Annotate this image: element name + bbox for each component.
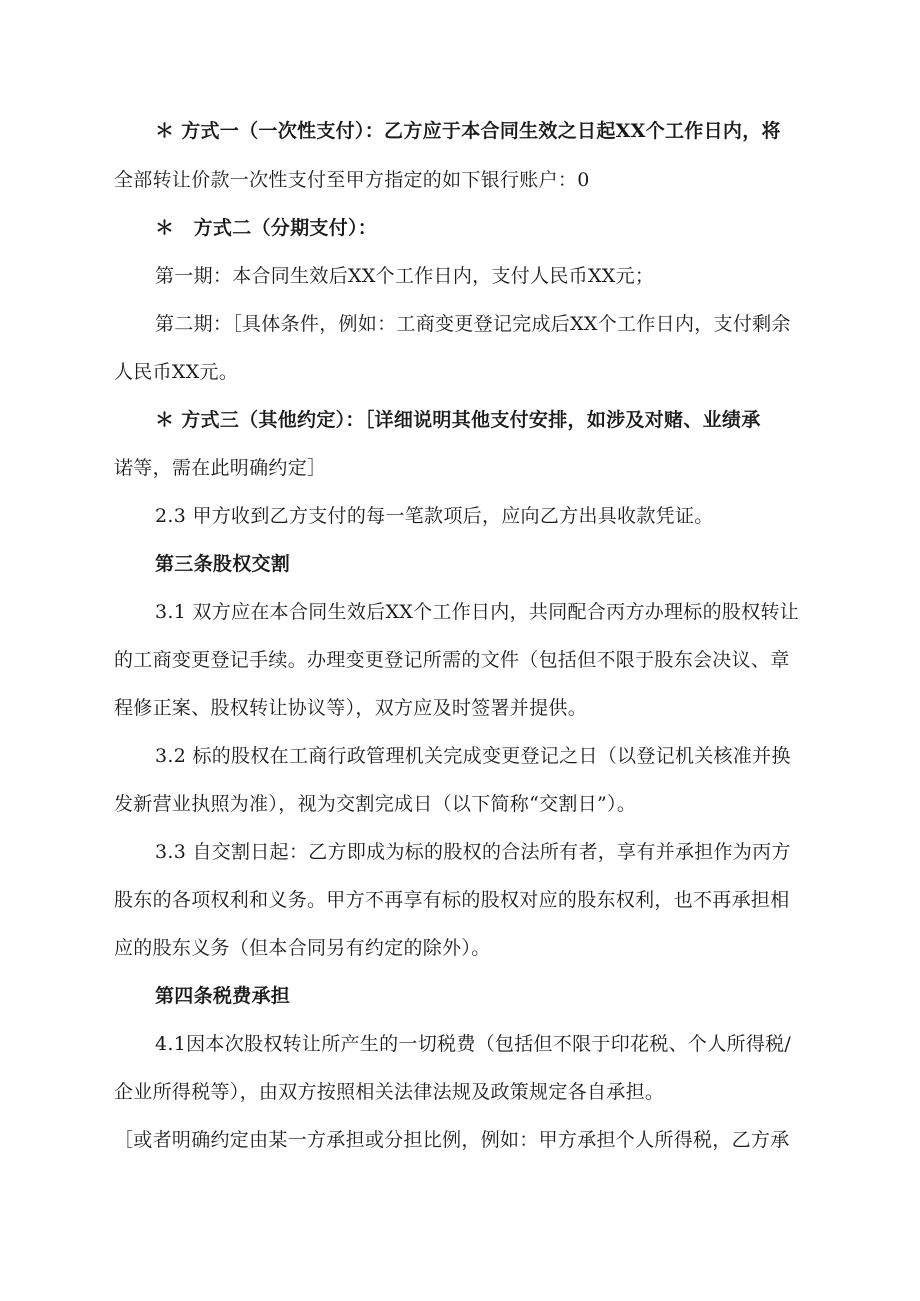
clause-3-1-line-2: 的工商变更登记手续。办理变更登记所需的文件（包括但不限于股东会决议、章 [114, 649, 790, 671]
clause-2-3: 2.3 甲方收到乙方支付的每一笔款项后，应向乙方出具收款凭证。 [155, 505, 714, 527]
method-one-line-2: 全部转让价款一次性支付至甲方指定的如下银行账户：0 [114, 169, 590, 191]
clause-3-1-line-1: 3.1 双方应在本合同生效后XX个工作日内，共同配合丙方办理标的股权转让 [155, 601, 800, 623]
method-three-line-1: ＊ 方式三（其他约定）：［详细说明其他支付安排，如涉及对赌、业绩承 [155, 409, 761, 431]
clause-3-2-line-2: 发新营业执照为准），视为交割完成日（以下简称“交割日”）。 [114, 793, 637, 815]
clause-3-3-line-1: 3.3 自交割日起：乙方即成为标的股权的合法所有者，享有并承担作为丙方 [155, 841, 791, 863]
clause-3-2-line-1: 3.2 标的股权在工商行政管理机关完成变更登记之日（以登记机关核准并换 [155, 745, 791, 767]
clause-3-3-line-2: 股东的各项权利和义务。甲方不再享有标的股权对应的股东权利，也不再承担相 [114, 889, 790, 911]
method-two-heading: ＊ 方式二（分期支付）： [155, 217, 378, 239]
clause-3-3-line-3: 应的股东义务（但本合同另有约定的除外）。 [114, 937, 491, 959]
article-three-heading: 第三条股权交割 [155, 553, 291, 575]
clause-4-1-line-1: 4.1因本次股权转让所产生的一切税费（包括但不限于印花税、个人所得税/ [155, 1033, 792, 1055]
installment-one: 第一期：本合同生效后XX个工作日内，支付人民币XX元； [155, 265, 655, 287]
clause-3-1-line-3: 程修正案、股权转让协议等），双方应及时签署并提供。 [114, 697, 588, 719]
method-three-line-2: 诺等，需在此明确约定］ [114, 457, 327, 479]
method-one-line-1: ＊ 方式一（一次性支付）：乙方应于本合同生效之日起XX个工作日内，将 [155, 120, 781, 142]
installment-two-line-2: 人民币XX元。 [114, 361, 239, 383]
installment-two-line-1: 第二期：［具体条件，例如：工商变更登记完成后XX个工作日内，支付剩余 [155, 313, 791, 335]
article-four-heading: 第四条税费承担 [155, 985, 291, 1007]
clause-4-1-line-3: ［或者明确约定由某一方承担或分担比例，例如：甲方承担个人所得税，乙方承 [114, 1129, 790, 1151]
clause-4-1-line-2: 企业所得税等），由双方按照相关法律法规及政策规定各自承担。 [114, 1081, 665, 1103]
